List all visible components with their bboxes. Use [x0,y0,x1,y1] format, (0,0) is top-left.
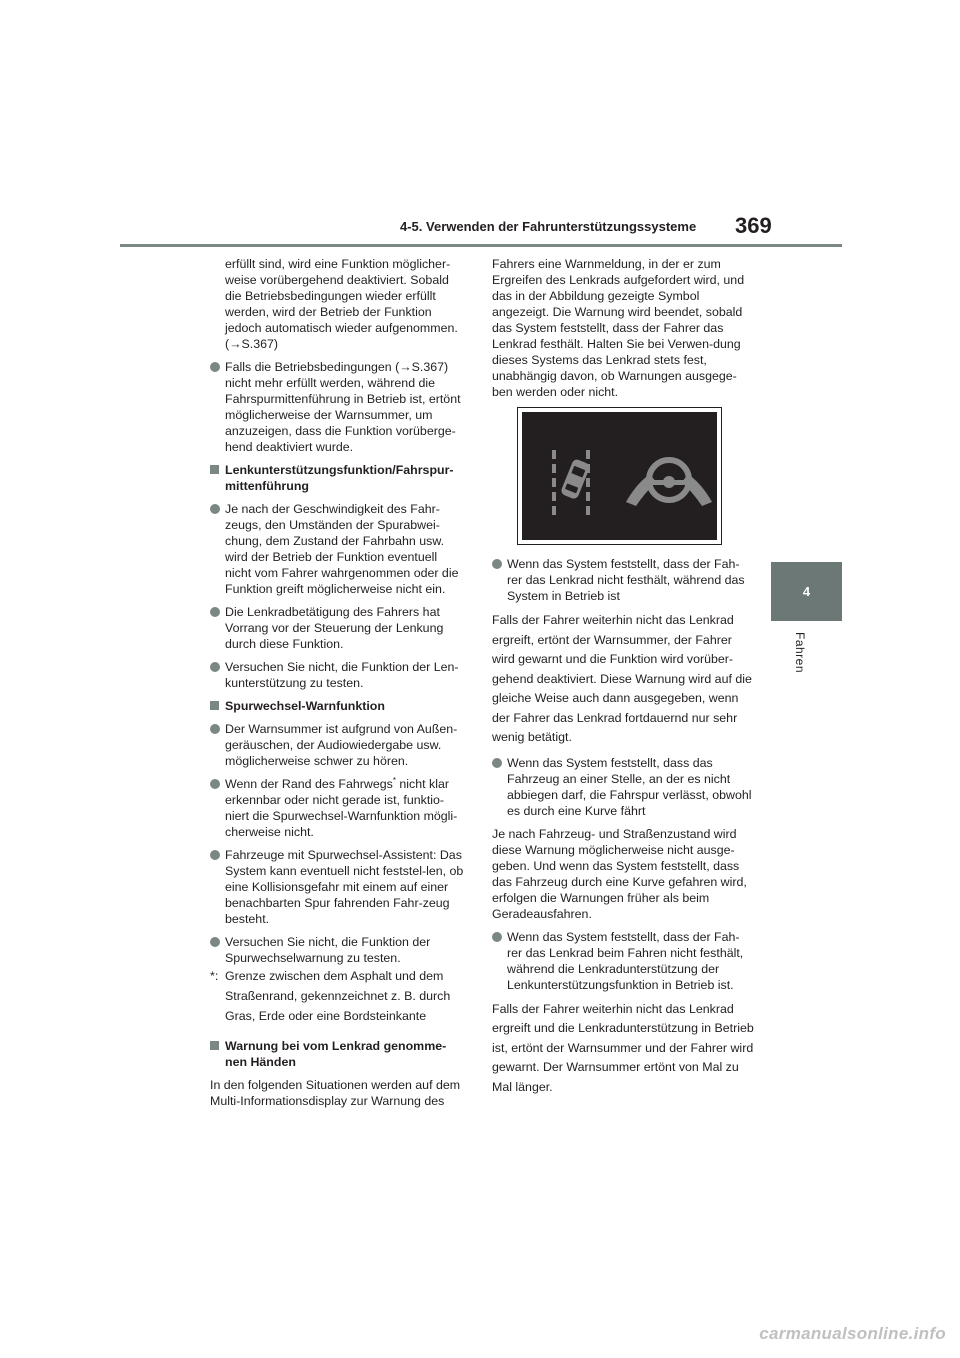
list-item: Fahrzeuge mit Spurwechsel-Assistent: Das System kann eventuell nicht feststel-len, ob eine Kollisionsgefahr mit einem auf einer benachbarten Spur fahrenden Fahr-zeug besteht. [210,847,466,927]
bullet-icon [210,779,220,789]
bullet-icon [492,559,502,569]
bullet-icon [210,362,220,372]
bullet-icon [492,758,502,768]
bullet-icon [210,937,220,947]
list-item: Der Warnsummer ist aufgrund von Außen-geräuschen, der Audiowiedergabe usw. möglicherweise schwer zu hören. [210,721,466,769]
list-item: Versuchen Sie nicht, die Funktion der Len-kunterstützung zu testen. [210,659,466,691]
right-text-1: Falls der Fahrer weiterhin nicht das Lenkrad ergreift, ertönt der Warnsummer, der Fahrer wird gewarnt und die Funktion wird vorüber-gehend deaktiviert. Diese Warnung wird auf die gleiche Weise auch dann ausgegeben, wenn der Fahrer das Lenkrad fortdauernd nur sehr wenig betätigt. [492,613,752,744]
left-column [210,256,466,1116]
right-text-3: Falls der Fahrer weiterhin nicht das Lenkrad ergreift und die Lenkradunterstützung in Betrieb ist, ertönt der Warnsummer und der Fahrer wird gewarnt. Der Warnsummer ertönt von Mal zu Mal länger. [492,1001,754,1094]
right-intro: Fahrers eine Warnmeldung, in der er zum Ergreifen des Lenkrads aufgefordert wird, und das in der Abbildung gezeigte Symbol angezeigt. Die Warnung wird beendet, sobald das System feststellt, dass der Fahrer das Lenkrad festhält. Halten Sie bei Verwen-dung dieses Systems das Lenkrad stets fest, unabhängig davon, ob Warnungen ausgege-ben werden oder nicht. [492,257,745,399]
watermark-logo: carmanualsonline.info [759,1324,946,1343]
header-title: 4-5. Verwenden der Fahrunterstützungssysteme [400,219,697,234]
bullet-icon [210,850,220,860]
chapter-tab[interactable]: 4 [771,562,842,621]
square-bullet-icon [210,465,219,474]
square-bullet-icon [210,701,219,710]
chapter-label: Fahren [793,632,807,674]
left-intro: erfüllt sind, wird eine Funktion möglicher-weise vorübergehend deaktiviert. Sobald die Betriebsbedingungen wieder erfüllt werden, wird der Betrieb der Funktion jedoch automatisch wieder aufgenommen. (→S.367) [225,257,458,351]
bullet-icon [210,662,220,672]
bullet-icon [210,724,220,734]
warning-display-figure [517,407,722,545]
list-item: Wenn das System feststellt, dass der Fah-rer das Lenkrad beim Fahren nicht festhält, während die Lenkradunterstützung der Lenkunterstützungsfunktion in Betrieb ist. [492,929,754,993]
footnote-ref: * [392,775,396,785]
square-bullet-icon [210,1041,219,1050]
list-item: Wenn das System feststellt, dass das Fahrzeug an einer Stelle, an der es nicht abbiegen darf, die Fahrspur verlässt, obwohl es durch eine Kurve fährt [492,755,754,819]
right-column [492,256,754,1104]
list-item: Wenn der Rand des Fahrwegs* nicht klar erkennbar oder nicht gerade ist, funktio-niert die Spurwechsel-Warnfunktion mögli-cherweise nicht. [210,776,466,840]
list-item: Wenn das System feststellt, dass der Fah-rer das Lenkrad nicht festhält, während das System in Betrieb ist [492,556,754,604]
right-text-2: Je nach Fahrzeug- und Straßenzustand wird diese Warnung möglicherweise nicht ausge-geben. Und wenn das System feststellt, dass das Fahrzeug durch eine Kurve gefahren wird, erfolgen die Warnungen früher als beim Geradeausfahren. [492,826,747,921]
footnote: *: Grenze zwischen dem Asphalt und dem Straßenrand, gekennzeichnet z. B. durch Gras, Erde oder eine Bordsteinkante [210,969,451,1023]
bullet-icon [492,932,502,942]
list-item: Versuchen Sie nicht, die Funktion der Spurwechselwarnung zu testen. [210,934,466,966]
left-outro: In den folgenden Situationen werden auf dem Multi-Informationsdisplay zur Warnung des [210,1078,461,1108]
list-item: Falls die Betriebsbedingungen (→S.367) nicht mehr erfüllt werden, während die Fahrspurmittenführung in Betrieb ist, ertönt möglicherweise der Warnsummer, um anzuzeigen, dass die Funktion vorüberge-hend deaktiviert wurde. [210,359,466,455]
list-item: Je nach der Geschwindigkeit des Fahr-zeugs, den Umständen der Spurabwei-chung, dem Zustand der Fahrbahn usw. wird der Betrieb der Funktion eventuell nicht vom Fahrer wahrgenommen oder die Funktion greift möglicherweise nicht ein. [210,501,466,597]
hands-on-steering-wheel-icon [522,412,717,540]
bullet-icon [210,607,220,617]
header-rule [120,244,842,247]
list-item: Die Lenkradbetätigung des Fahrers hat Vorrang vor der Steuerung der Lenkung durch diese Funktion. [210,604,466,652]
section-heading: Warnung bei vom Lenkrad genomme-nen Händen [210,1038,466,1070]
multi-information-display [522,412,717,540]
page-number: 369 [735,213,772,238]
section-heading: Spurwechsel-Warnfunktion [210,698,466,714]
section-heading: Lenkunterstützungsfunktion/Fahrspur-mittenführung [210,462,466,494]
bullet-icon [210,504,220,514]
